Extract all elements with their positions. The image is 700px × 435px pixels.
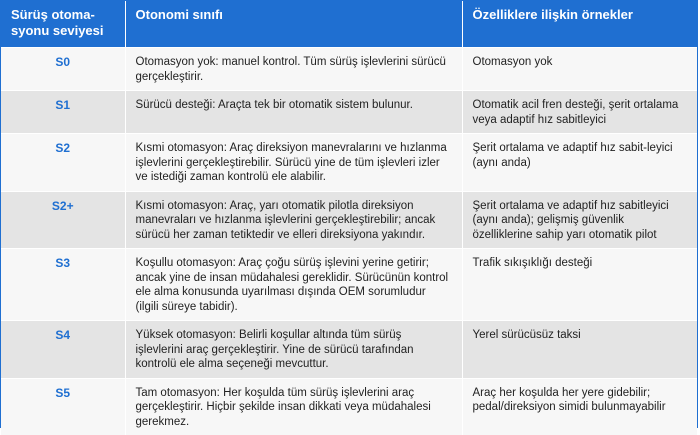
header-level: Sürüş otoma-syonu seviyesi [1,1,125,48]
description-cell: Tam otomasyon: Her koşulda tüm sürüş işlevlerini araç gerçekleştirir. Hiçbir şekilde insan dikkati veya müdahalesi gerekmez. [125,378,462,435]
table-row [1,321,697,379]
header-row [1,1,697,48]
level-cell: S2+ [1,191,125,249]
header-autonomy-class: Otonomi sınıfı [125,1,462,48]
table-row [1,191,697,249]
table-row [1,134,697,192]
example-cell: Yerel sürücüsüz taksi [462,321,697,379]
description-cell: Koşullu otomasyon: Araç çoğu sürüş işlevini yerine getirir; ancak yine de insan müdahalesi gereklidir. Sürücünün kontrol ele alma konusunda uyarılması dışında OEM sorumludur (ilgili süreye tabidir). [125,249,462,321]
level-cell: S4 [1,321,125,379]
example-cell: Şerit ortalama ve adaptif hız sabit-leyici (aynı anda) [462,134,697,192]
example-cell: Trafik sıkışıklığı desteği [462,249,697,321]
table [1,1,697,435]
table-row [1,249,697,321]
level-cell: S5 [1,378,125,435]
description-cell: Otomasyon yok: manuel kontrol. Tüm sürüş işlevlerini sürücü gerçekleştirir. [125,48,462,91]
header-examples: Özelliklere ilişkin örnekler [462,1,697,48]
level-cell: S2 [1,134,125,192]
table-row [1,91,697,134]
description-cell: Kısmi otomasyon: Araç direksiyon manevralarını ve hızlanma işlevlerini gerçekleştirebilir. Sürücü yine de tüm işlevleri izler ve istediği zaman kontrolü ele alabilir. [125,134,462,192]
description-cell: Yüksek otomasyon: Belirli koşullar altında tüm sürüş işlevlerini araç gerçekleştirir. Yine de sürücü tarafından kontrolü ele alma seçeneği mevcuttur. [125,321,462,379]
level-cell: S1 [1,91,125,134]
description-cell: Kısmi otomasyon: Araç, yarı otomatik pilotla direksiyon manevraları ve hızlanma işlevlerini gerçekleştirebilir; ancak sürücü her zaman tetiktedir ve elleri direksiyona yakındır. [125,191,462,249]
example-cell: Şerit ortalama ve adaptif hız sabitleyici (aynı anda); gelişmiş güvenlik özelliklerine sahip yarı otomatik pilot [462,191,697,249]
level-cell: S3 [1,249,125,321]
description-cell: Sürücü desteği: Araçta tek bir otomatik sistem bulunur. [125,91,462,134]
level-cell: S0 [1,48,125,91]
example-cell: Otomasyon yok [462,48,697,91]
example-cell: Otomatik acil fren desteği, şerit ortalama veya adaptif hız sabitleyici [462,91,697,134]
table-row [1,378,697,435]
table-row [1,48,697,91]
example-cell: Araç her koşulda her yere gidebilir; pedal/direksiyon simidi bulunmayabilir [462,378,697,435]
